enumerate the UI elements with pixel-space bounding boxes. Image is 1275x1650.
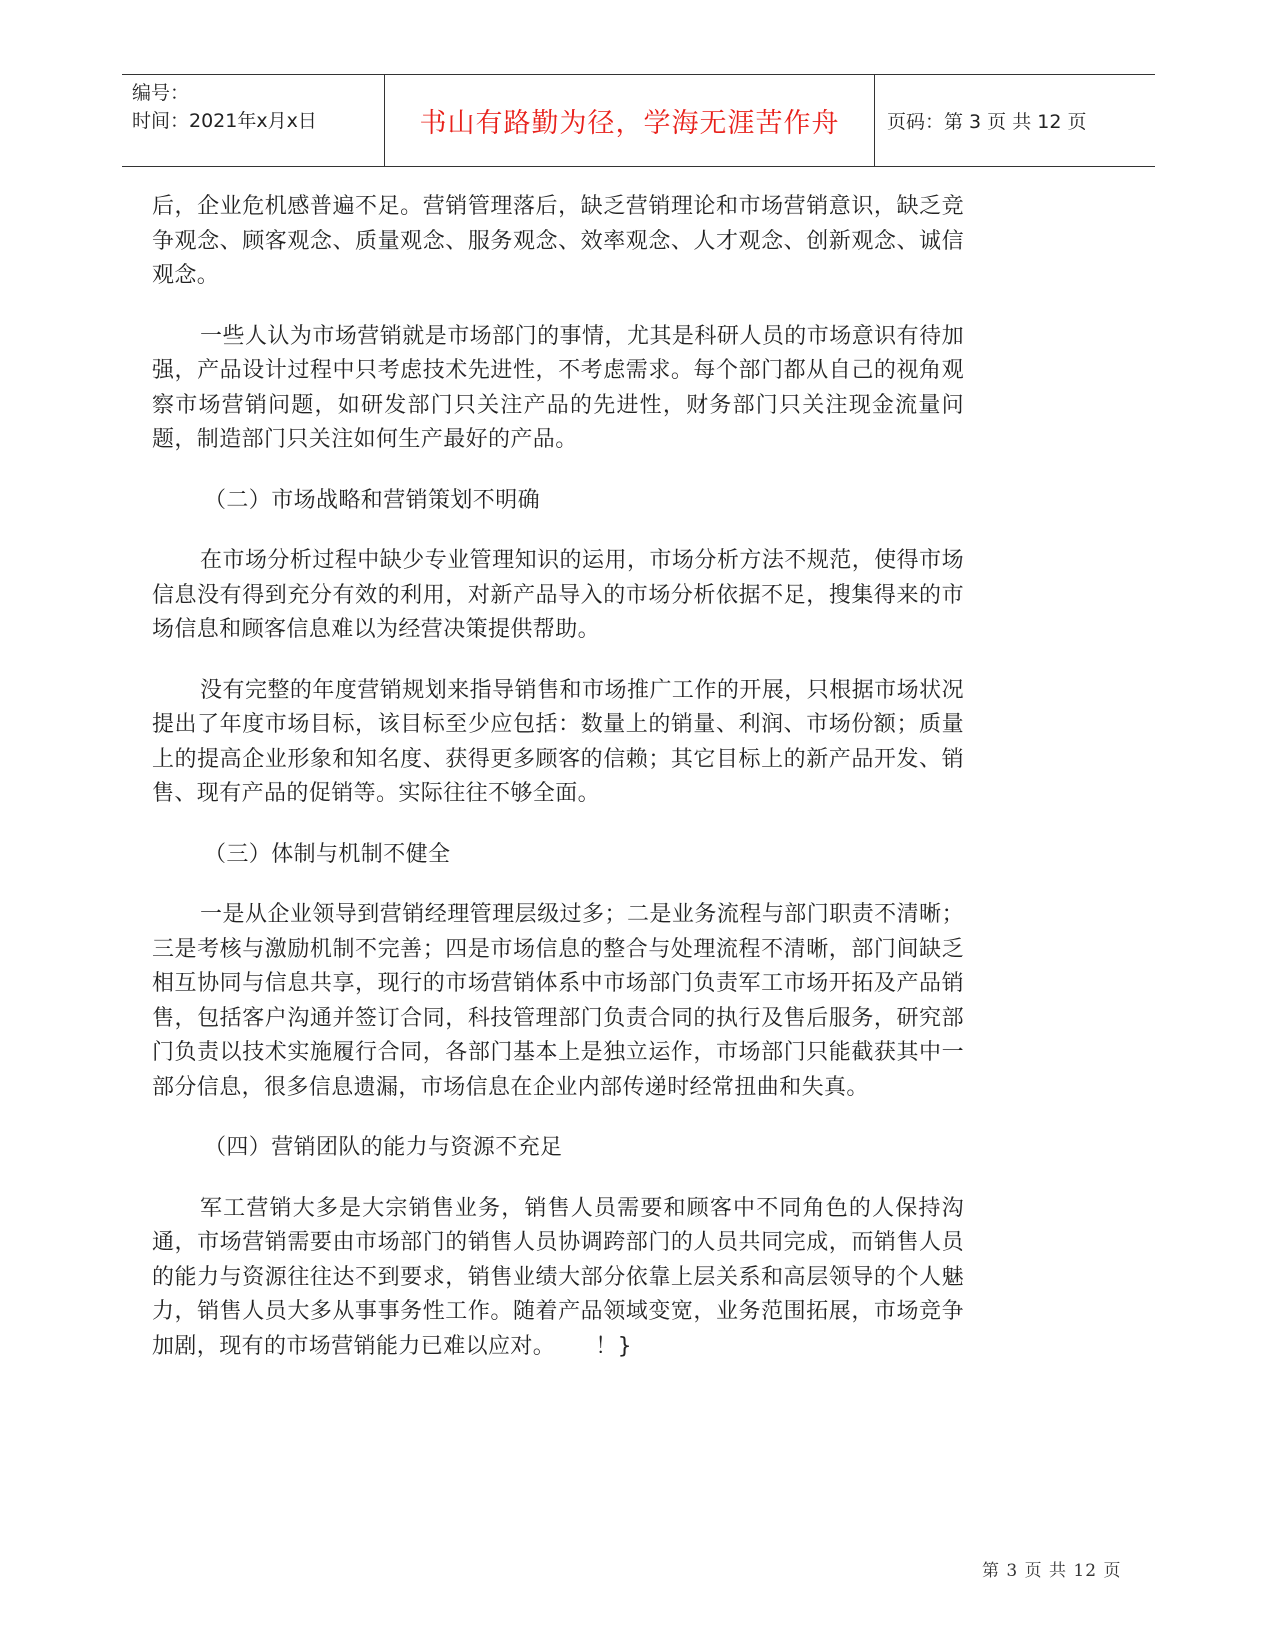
header-meta [122, 75, 385, 166]
section-heading: （四）营销团队的能力与资源不充足 [204, 1135, 563, 1160]
section-heading: （三）体制与机制不健全 [204, 841, 451, 867]
paragraph: 没有完整的年度营销规划来指导销售和市场推广工作的开展，只根据市场状况提出了年度市场目标，该目标至少应包括：数量上的销量、利润、市场份额；质量上的提高企业形象和知名度、获得更多顾客的信赖；其它目标上的新产品开发、销售、现有产品的促销等。实际往往不够全面。 [152, 677, 964, 806]
paragraph: 一些人认为市场营销就是市场部门的事情，尤其是科研人员的市场意识有待加强，产品设计过程中只考虑技术先进性，不考虑需求。每个部门都从自己的视角观察市场营销问题，如研发部门只关注产品的先进性，财务部门只关注现金流量问题，制造部门只关注如何生产最好的产品。 [152, 323, 964, 452]
paragraph-text: 军工营销大多是大宗销售业务，销售人员需要和顾客中不同角色的人保持沟通，市场营销需要由市场部门的销售人员协调跨部门的人员共同完成，而销售人员的能力与资源往往达不到要求，销售业绩大部分依靠上层关系和高层领导的个人魅力，销售人员大多从事事务性工作。随着产品领域变宽，业务范围拓展，市场竞争加剧，现有的市场营销能力已难以应对。 [152, 1195, 964, 1359]
paragraph: 一是从企业领导到营销经理管理层级过多；二是业务流程与部门职责不清晰；三是考核与激励机制不完善；四是市场信息的整合与处理流程不清晰，部门间缺乏相互协同与信息共享，现行的市场营销体系中市场部门负责军工市场开拓及产品销售，包括客户沟通并签订合同，科技管理部门负责合同的执行及售后服务，研究部门负责以技术实施履行合同，各部门基本上是独立运作，市场部门只能截获其中一部分信息，很多信息遗漏，市场信息在企业内部传递时经常扭曲和失真。 [152, 902, 964, 1100]
number-label: 编号： [132, 82, 190, 104]
page-footer: 第 3 页 共 12 页 [982, 1561, 1122, 1581]
stray-marks: ！} [595, 1333, 633, 1359]
document-body [152, 190, 964, 1364]
document-header [122, 74, 1155, 167]
header-motto: 书山有路勤为径，学海无涯苦作舟 [385, 75, 875, 166]
paragraph: 在市场分析过程中缺少专业管理知识的运用，市场分析方法不规范，使得市场信息没有得到充分有效的利用，对新产品导入的市场分析依据不足，搜集得来的市场信息和顾客信息难以为经营决策提供帮助。 [152, 548, 964, 642]
header-page-label: 页码：第 3 页 共 12 页 [887, 111, 1087, 133]
paragraph: 后，企业危机感普遍不足。营销管理落后，缺乏营销理论和市场营销意识，缺乏竞争观念、顾客观念、质量观念、服务观念、效率观念、人才观念、创新观念、诚信观念。 [152, 194, 964, 288]
paragraph [152, 1192, 964, 1365]
section-heading: （二）市场战略和营销策划不明确 [204, 487, 541, 513]
time-label: 时间：2021年x月x日 [132, 110, 317, 132]
